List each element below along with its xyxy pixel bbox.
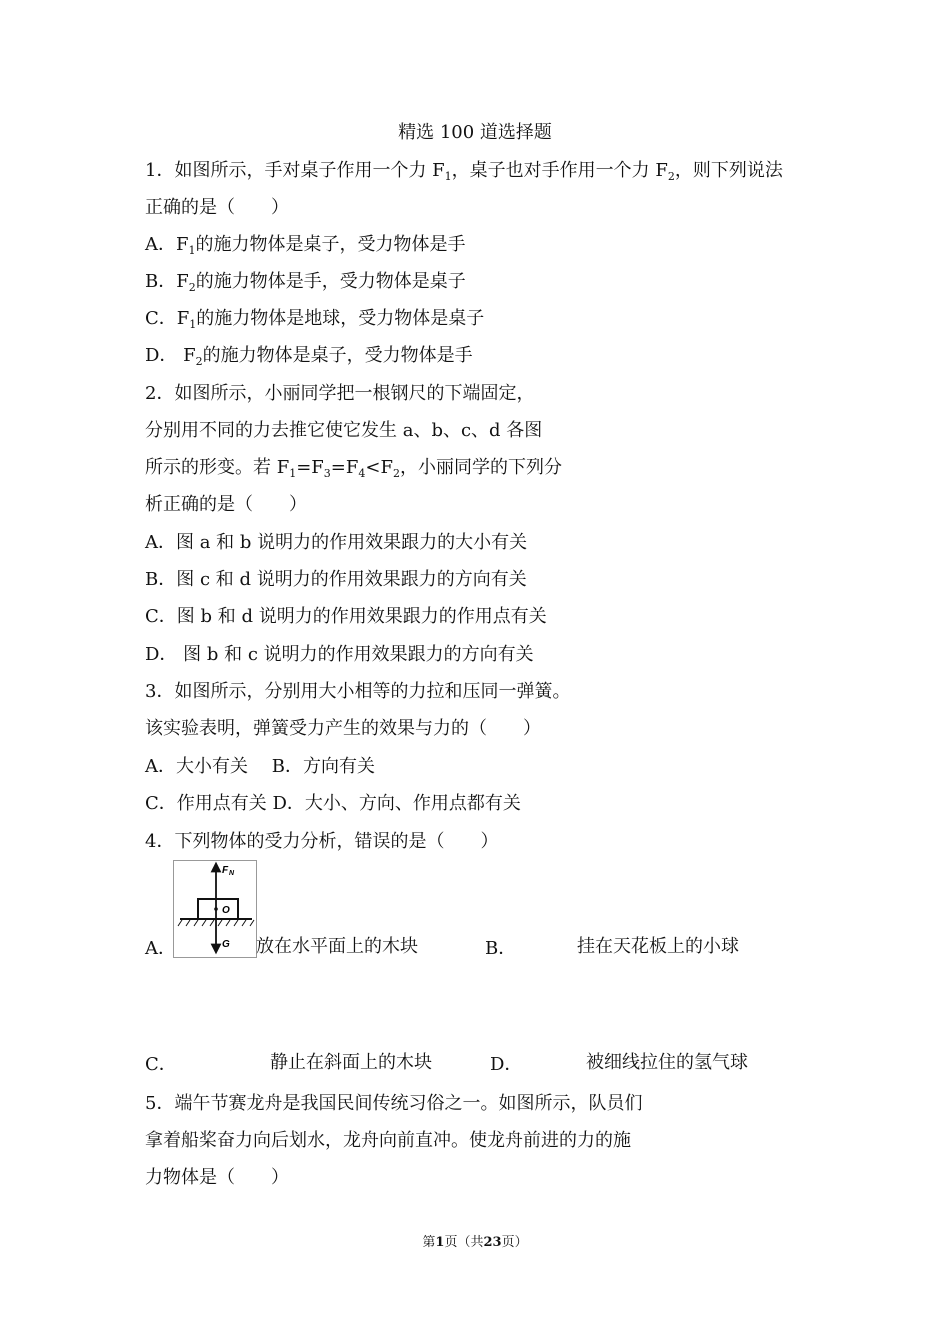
q3-options-ab: A．大小有关 B．方向有关 bbox=[145, 756, 375, 777]
q4-stem: 4．下列物体的受力分析，错误的是（ ） bbox=[145, 831, 499, 852]
q2-stem-line1: 2．如图所示，小丽同学把一根钢尺的下端固定， bbox=[145, 383, 535, 404]
q1-option-a: A．$F_1$的施力物体是桌子，受力物体是手 bbox=[145, 234, 466, 257]
q3-options-cd: C．作用点有关 D．大小、方向、作用点都有关 bbox=[145, 793, 521, 814]
q1-stem-line2: 正确的是（ ） bbox=[145, 197, 289, 218]
q2-stem-line4: 析正确的是（ ） bbox=[145, 494, 307, 515]
block-force-diagram-icon bbox=[174, 861, 256, 957]
q4-option-d-text: 被细线拉住的氢气球 bbox=[586, 1052, 748, 1073]
q1-option-d: D． $F_2$的施力物体是桌子，受力物体是手 bbox=[145, 345, 473, 368]
q2-stem-line2: 分别用不同的力去推它使它发生 a、b、c、d 各图 bbox=[145, 420, 543, 441]
q5-stem-line3: 力物体是（ ） bbox=[145, 1167, 289, 1188]
q3-stem-line2: 该实验表明，弹簧受力产生的效果与力的（ ） bbox=[145, 718, 541, 739]
q2-option-a: A．图 a 和 b 说明力的作用效果跟力的大小有关 bbox=[145, 532, 528, 553]
page-title: 精选 100 道选择题 bbox=[398, 122, 552, 143]
q5-stem-line2: 拿着船桨奋力向后划水，龙舟向前直冲。使龙舟前进的力的施 bbox=[145, 1130, 631, 1151]
q1-option-c: C．$F_1$的施力物体是地球，受力物体是桌子 bbox=[145, 308, 485, 331]
q2-option-c: C．图 b 和 d 说明力的作用效果跟力的作用点有关 bbox=[145, 606, 547, 627]
q2-option-d: D． 图 b 和 c 说明力的作用效果跟力的方向有关 bbox=[145, 644, 534, 665]
q4-option-d-label: D． bbox=[490, 1054, 523, 1075]
svg-text:G: G bbox=[222, 939, 230, 950]
page-number: 1 bbox=[435, 1235, 445, 1250]
q4-option-c-label: C． bbox=[145, 1054, 177, 1075]
q4-option-b-text: 挂在天花板上的小球 bbox=[577, 936, 739, 957]
q5-stem-line1: 5．端午节赛龙舟是我国民间传统习俗之一。如图所示，队员们 bbox=[145, 1093, 643, 1114]
q4-option-b-label: B． bbox=[485, 938, 517, 959]
q4-option-c-text: 静止在斜面上的木块 bbox=[270, 1052, 432, 1073]
page-footer: 第1页（共23页） bbox=[422, 1235, 528, 1250]
q4-force-diagram bbox=[173, 860, 257, 958]
svg-text:O: O bbox=[222, 905, 230, 916]
page-total: 23 bbox=[483, 1235, 502, 1250]
q1-option-b: B．$F_2$的施力物体是手，受力物体是桌子 bbox=[145, 271, 466, 294]
q4-option-a-label: A． bbox=[145, 938, 176, 959]
q3-stem-line1: 3．如图所示，分别用大小相等的力拉和压同一弹簧。 bbox=[145, 681, 571, 702]
svg-text:F: F bbox=[222, 865, 229, 876]
q4-option-a-text: 放在水平面上的木块 bbox=[256, 936, 418, 957]
q2-option-b: B．图 c 和 d 说明力的作用效果跟力的方向有关 bbox=[145, 569, 527, 590]
q1-stem-line1: 1．如图所示，手对桌子作用一个力 $F_1$，桌子也对手作用一个力 $F_2$，则下列说法 bbox=[145, 160, 783, 183]
q2-stem-line3: 所示的形变。若 $F_1=F_3=F_4<F_2$，小丽同学的下列分 bbox=[145, 457, 562, 480]
svg-text:N: N bbox=[229, 870, 235, 877]
